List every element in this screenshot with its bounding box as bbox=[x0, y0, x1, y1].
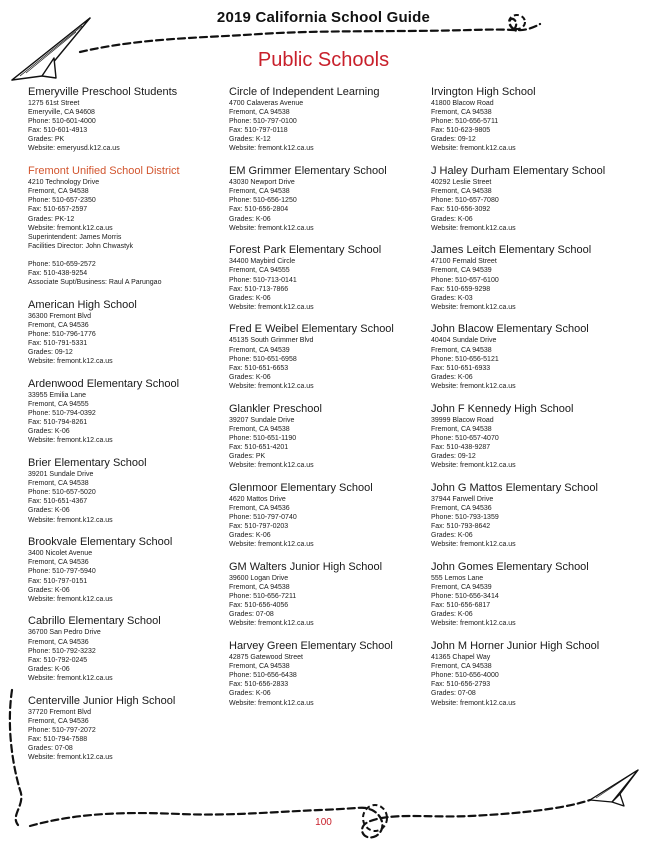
school-entry bbox=[28, 86, 228, 154]
school-detail-line: Superintendent: James Morris bbox=[28, 233, 122, 241]
spacer bbox=[28, 251, 228, 260]
school-detail-line: Fax: 510-651-4201 bbox=[229, 443, 289, 451]
school-name: John G Mattos Elementary School bbox=[431, 481, 598, 494]
school-detail-line: Fremont, CA 94536 bbox=[28, 559, 89, 567]
school-entry bbox=[431, 482, 631, 550]
school-detail-line: Phone: 510-656-5121 bbox=[431, 355, 499, 363]
school-name: American High School bbox=[28, 298, 137, 311]
school-entry bbox=[28, 695, 228, 763]
school-name: Irvington High School bbox=[431, 86, 536, 98]
school-detail-line: 43030 Newport Drive bbox=[229, 179, 295, 187]
school-detail-line: Grades: 07-08 bbox=[28, 744, 73, 752]
school-detail-line: Grades: PK bbox=[229, 453, 266, 460]
school-name: John M Horner Junior High School bbox=[431, 640, 600, 653]
school-detail-line: Website: fremont.k12.ca.us bbox=[431, 224, 516, 232]
school-detail-line: Fax: 510-797-0203 bbox=[229, 523, 289, 531]
school-detail-line: Website: fremont.k12.ca.us bbox=[229, 699, 314, 707]
school-detail-line: Website: fremont.k12.ca.us bbox=[431, 620, 516, 628]
school-detail-line: Fremont, CA 94538 bbox=[229, 109, 290, 117]
school-entry bbox=[229, 640, 429, 708]
school-name: Harvey Green Elementary School bbox=[229, 640, 393, 653]
school-name: John Gomes Elementary School bbox=[431, 560, 589, 573]
school-name: Cabrillo Elementary School bbox=[28, 615, 161, 628]
school-detail-line: Website: fremont.k12.ca.us bbox=[28, 674, 113, 682]
school-detail-line: Fax: 510-793-8642 bbox=[431, 523, 491, 531]
school-detail-line: Grades: K-06 bbox=[28, 665, 70, 673]
school-detail-line: Fremont, CA 94536 bbox=[431, 504, 492, 512]
school-detail-line: Website: fremont.k12.ca.us bbox=[229, 145, 314, 153]
school-detail-line: Website: fremont.k12.ca.us bbox=[431, 382, 516, 390]
school-detail-line: Website: fremont.k12.ca.us bbox=[28, 358, 113, 366]
school-detail-line: Fax: 510-797-0151 bbox=[28, 577, 88, 585]
school-entry bbox=[229, 403, 429, 471]
school-detail-line: Phone: 510-713-0141 bbox=[229, 276, 297, 284]
school-detail-line: Fremont, CA 94539 bbox=[431, 267, 492, 275]
school-detail-line: Fremont, CA 94538 bbox=[431, 346, 492, 354]
school-detail-line: Facilities Director: John Chwastyk bbox=[28, 242, 134, 250]
school-detail-line: Phone: 510-656-1250 bbox=[229, 197, 297, 205]
school-detail-line: Grades: K-06 bbox=[431, 373, 473, 381]
school-detail-line: Fax: 510-797-0118 bbox=[229, 127, 288, 135]
school-detail-line: Phone: 510-656-5711 bbox=[431, 118, 499, 126]
school-column-2 bbox=[229, 86, 429, 719]
school-column-3 bbox=[431, 86, 631, 719]
school-detail-line: Phone: 510-651-6958 bbox=[229, 355, 297, 363]
school-detail-line: Fremont, CA 94538 bbox=[431, 109, 492, 117]
school-detail-line: Fremont, CA 94538 bbox=[431, 425, 492, 433]
school-detail-line: 39999 Blacow Road bbox=[431, 416, 494, 424]
school-detail-line: 39207 Sundale Drive bbox=[229, 416, 295, 424]
school-name: J Haley Durham Elementary School bbox=[431, 165, 606, 178]
school-name: John F Kennedy High School bbox=[431, 402, 574, 415]
school-name: Brier Elementary School bbox=[28, 457, 147, 470]
school-detail-line: Grades: 07-08 bbox=[229, 611, 274, 619]
school-detail-line: Fax: 510-794-7588 bbox=[28, 735, 88, 743]
school-detail-line: 36700 San Pedro Drive bbox=[28, 629, 101, 637]
school-detail-line: Fax: 510-657-2597 bbox=[28, 206, 88, 214]
school-detail-line: Grades: 07-08 bbox=[431, 690, 476, 698]
guide-title: 2019 California School Guide bbox=[216, 9, 431, 26]
school-detail-line: Fax: 510-659-9298 bbox=[431, 285, 491, 293]
school-detail-line: Phone: 510-796-1776 bbox=[28, 330, 96, 338]
school-detail-line: Grades: K-06 bbox=[431, 215, 473, 223]
school-detail-line: Grades: K-06 bbox=[28, 507, 70, 515]
school-detail-line: Grades: 09-12 bbox=[28, 349, 73, 357]
school-detail-line: Grades: PK bbox=[28, 136, 65, 144]
school-detail-line: Fremont, CA 94536 bbox=[229, 504, 290, 512]
school-name: Centerville Junior High School bbox=[28, 694, 176, 707]
school-detail-line: Fax: 510-651-4367 bbox=[28, 498, 88, 506]
school-name: Glankler Preschool bbox=[229, 402, 322, 415]
school-detail-line: 39600 Logan Drive bbox=[229, 574, 289, 582]
district-name: Fremont Unified School District bbox=[28, 165, 180, 178]
school-detail-line: Website: fremont.k12.ca.us bbox=[28, 224, 113, 232]
school-detail-line: Fax: 510-656-6817 bbox=[431, 602, 491, 610]
school-entry bbox=[229, 561, 429, 629]
school-detail-line: Grades: K-12 bbox=[229, 136, 271, 144]
school-entry bbox=[28, 457, 228, 525]
school-detail-line: 4620 Mattos Drive bbox=[229, 495, 286, 503]
school-detail-line: Website: fremont.k12.ca.us bbox=[28, 437, 113, 445]
school-name: Brookvale Elementary School bbox=[28, 536, 173, 549]
school-detail-line: 33955 Emilia Lane bbox=[28, 391, 86, 399]
school-name: Glenmoor Elementary School bbox=[229, 481, 373, 494]
school-detail-line: Phone: 510-797-5940 bbox=[28, 568, 96, 576]
school-detail-line: Phone: 510-657-7080 bbox=[431, 197, 499, 205]
page-number: 100 bbox=[315, 817, 332, 828]
school-detail-line: Phone: 510-794-0392 bbox=[28, 410, 96, 418]
school-detail-line: Website: fremont.k12.ca.us bbox=[28, 754, 113, 762]
school-detail-line: Fax: 510-623-9805 bbox=[431, 127, 491, 135]
school-detail-line: Phone: 510-659-2572 bbox=[28, 260, 96, 268]
school-detail-line: Fremont, CA 94538 bbox=[229, 584, 290, 592]
school-detail-line: Phone: 510-656-7211 bbox=[229, 593, 297, 601]
school-detail-line: Phone: 510-797-2072 bbox=[28, 726, 96, 734]
school-detail-line: Fremont, CA 94555 bbox=[28, 401, 89, 409]
school-detail-line: Website: fremont.k12.ca.us bbox=[431, 145, 516, 153]
school-detail-line: Fremont, CA 94555 bbox=[229, 267, 290, 275]
school-detail-line: Website: fremont.k12.ca.us bbox=[229, 382, 314, 390]
school-detail-line: Phone: 510-792-3232 bbox=[28, 647, 96, 655]
school-detail-line: Fax: 510-791-5331 bbox=[28, 340, 88, 348]
school-detail-line: Phone: 510-657-2350 bbox=[28, 197, 96, 205]
school-name: John Blacow Elementary School bbox=[431, 323, 589, 336]
school-detail-line: Fax: 510-656-2804 bbox=[229, 206, 289, 214]
school-detail-line: Website: fremont.k12.ca.us bbox=[229, 224, 314, 232]
school-entry bbox=[431, 561, 631, 629]
school-detail-line: Fremont, CA 94536 bbox=[28, 321, 89, 329]
school-entry bbox=[28, 165, 228, 287]
school-entry bbox=[28, 378, 228, 446]
school-name: Forest Park Elementary School bbox=[229, 244, 382, 257]
school-detail-line: Fremont, CA 94539 bbox=[431, 584, 492, 592]
school-detail-line: Associate Supt/Business: Raul A Parungao bbox=[28, 279, 162, 287]
school-detail-line: Grades: K-06 bbox=[28, 586, 70, 594]
school-detail-line: Fremont, CA 94538 bbox=[431, 188, 492, 196]
dashed-flight-path-left bbox=[10, 690, 22, 825]
school-entry bbox=[431, 640, 631, 708]
school-detail-line: 40292 Leslie Street bbox=[431, 179, 492, 187]
school-detail-line: Fremont, CA 94538 bbox=[28, 480, 89, 488]
school-detail-line: Fax: 510-794-8261 bbox=[28, 419, 88, 427]
school-entry bbox=[28, 299, 228, 367]
school-column-1 bbox=[28, 86, 228, 774]
school-detail-line: Fax: 510-601-4913 bbox=[28, 127, 88, 135]
school-detail-line: 1275 61st Street bbox=[28, 100, 80, 107]
school-detail-line: Fremont, CA 94536 bbox=[28, 717, 89, 725]
school-name: Ardenwood Elementary School bbox=[28, 377, 180, 390]
school-detail-line: Fremont, CA 94538 bbox=[229, 425, 290, 433]
school-detail-line: Phone: 510-656-3414 bbox=[431, 593, 499, 601]
school-detail-line: Phone: 510-601-4000 bbox=[28, 118, 96, 126]
school-detail-line: Grades: K-06 bbox=[431, 532, 473, 540]
school-detail-line: Website: fremont.k12.ca.us bbox=[229, 620, 314, 628]
school-detail-line: 39201 Sundale Drive bbox=[28, 471, 94, 479]
school-detail-line: 37720 Fremont Blvd bbox=[28, 708, 92, 716]
school-detail-line: Phone: 510-656-6438 bbox=[229, 672, 297, 680]
school-detail-line: 45135 South Grimmer Blvd bbox=[229, 337, 314, 345]
school-detail-line: Website: fremont.k12.ca.us bbox=[229, 303, 314, 311]
school-detail-line: Website: fremont.k12.ca.us bbox=[229, 462, 314, 470]
school-name: Fred E Weibel Elementary School bbox=[229, 323, 394, 336]
school-detail-line: Phone: 510-657-6100 bbox=[431, 276, 499, 284]
school-entry bbox=[431, 403, 631, 471]
school-detail-line: Grades: K-06 bbox=[28, 428, 70, 436]
school-detail-line: Fax: 510-438-9287 bbox=[431, 443, 491, 451]
school-detail-line: 42875 Gatewood Street bbox=[229, 654, 303, 662]
school-detail-line: Grades: K-06 bbox=[229, 690, 271, 698]
school-detail-line: Fremont, CA 94538 bbox=[229, 663, 290, 671]
school-detail-line: Phone: 510-657-4070 bbox=[431, 434, 499, 442]
school-detail-line: Fax: 510-713-7866 bbox=[229, 285, 289, 293]
school-detail-line: 41800 Blacow Road bbox=[431, 100, 494, 107]
school-entry bbox=[431, 323, 631, 391]
school-detail-line: Fax: 510-656-3092 bbox=[431, 206, 491, 214]
section-title: Public Schools bbox=[257, 49, 390, 71]
school-detail-line: Phone: 510-657-5020 bbox=[28, 489, 96, 497]
school-detail-line: Grades: K-06 bbox=[229, 215, 271, 223]
school-detail-line: Phone: 510-793-1359 bbox=[431, 513, 499, 521]
school-detail-line: Grades: 09-12 bbox=[431, 453, 476, 460]
school-entry bbox=[229, 482, 429, 550]
school-entry bbox=[229, 86, 429, 154]
school-detail-line: Fax: 510-651-6933 bbox=[431, 364, 491, 372]
school-detail-line: 4210 Technology Drive bbox=[28, 179, 100, 187]
school-entry bbox=[28, 615, 228, 683]
school-detail-line: Emeryville, CA 94608 bbox=[28, 109, 95, 117]
school-detail-line: Fax: 510-651-6653 bbox=[229, 364, 289, 372]
school-detail-line: Fax: 510-656-4056 bbox=[229, 602, 289, 610]
school-detail-line: 555 Lemos Lane bbox=[431, 574, 484, 582]
school-entry bbox=[431, 244, 631, 312]
school-detail-line: Phone: 510-797-0740 bbox=[229, 513, 297, 521]
school-detail-line: Website: fremont.k12.ca.us bbox=[431, 462, 516, 470]
school-detail-line: Grades: K-03 bbox=[431, 294, 473, 302]
school-detail-line: 40404 Sundale Drive bbox=[431, 337, 497, 345]
school-name: Circle of Independent Learning bbox=[229, 86, 380, 98]
school-detail-line: 47100 Fernald Street bbox=[431, 258, 497, 266]
school-entry bbox=[229, 244, 429, 312]
school-detail-line: 37944 Farwell Drive bbox=[431, 495, 494, 503]
school-detail-line: Phone: 510-797-0100 bbox=[229, 118, 297, 126]
school-detail-line: Website: fremont.k12.ca.us bbox=[229, 541, 314, 549]
school-detail-line: Fax: 510-656-2833 bbox=[229, 681, 289, 689]
school-entry bbox=[431, 86, 631, 154]
school-entry bbox=[28, 536, 228, 604]
school-detail-line: Fremont, CA 94539 bbox=[229, 346, 290, 354]
paper-plane-icon bbox=[590, 770, 638, 806]
school-detail-line: 34400 Maybird Circle bbox=[229, 258, 296, 266]
school-detail-line: Fax: 510-438-9254 bbox=[28, 270, 88, 277]
school-detail-line: Website: fremont.k12.ca.us bbox=[431, 303, 516, 311]
school-detail-line: Website: fremont.k12.ca.us bbox=[431, 699, 516, 707]
school-name: James Leitch Elementary School bbox=[431, 244, 592, 257]
school-detail-line: Grades: K-06 bbox=[229, 373, 271, 381]
school-detail-line: 41365 Chapel Way bbox=[431, 654, 491, 662]
school-name: Emeryville Preschool Students bbox=[28, 86, 178, 98]
school-detail-line: Website: fremont.k12.ca.us bbox=[28, 595, 113, 603]
school-detail-line: Grades: PK-12 bbox=[28, 215, 75, 223]
school-detail-line: Grades: K-06 bbox=[431, 611, 473, 619]
school-detail-line: 36300 Fremont Blvd bbox=[28, 312, 92, 320]
school-detail-line: Phone: 510-656-4000 bbox=[431, 672, 499, 680]
school-detail-line: Website: fremont.k12.ca.us bbox=[28, 516, 113, 524]
school-entry bbox=[431, 165, 631, 233]
school-detail-line: Grades: 09-12 bbox=[431, 136, 476, 144]
school-name: EM Grimmer Elementary School bbox=[229, 165, 387, 178]
school-detail-line: Fremont, CA 94536 bbox=[28, 638, 89, 646]
school-detail-line: Phone: 510-651-1190 bbox=[229, 434, 297, 442]
school-detail-line: Fax: 510-792-0245 bbox=[28, 656, 88, 664]
school-detail-line: Fremont, CA 94538 bbox=[28, 188, 89, 196]
school-entry bbox=[229, 323, 429, 391]
school-detail-line: 4700 Calaveras Avenue bbox=[229, 100, 304, 107]
school-detail-line: 3400 Nicolet Avenue bbox=[28, 550, 93, 558]
school-detail-line: Website: emeryusd.k12.ca.us bbox=[28, 145, 120, 153]
school-detail-line: Grades: K-06 bbox=[229, 294, 271, 302]
school-detail-line: Fax: 510-656-2793 bbox=[431, 681, 491, 689]
school-detail-line: Fremont, CA 94538 bbox=[431, 663, 492, 671]
school-detail-line: Grades: K-06 bbox=[229, 532, 271, 540]
school-detail-line: Fremont, CA 94538 bbox=[229, 188, 290, 196]
school-name: GM Walters Junior High School bbox=[229, 560, 383, 573]
school-detail-line: Website: fremont.k12.ca.us bbox=[431, 541, 516, 549]
school-entry bbox=[229, 165, 429, 233]
